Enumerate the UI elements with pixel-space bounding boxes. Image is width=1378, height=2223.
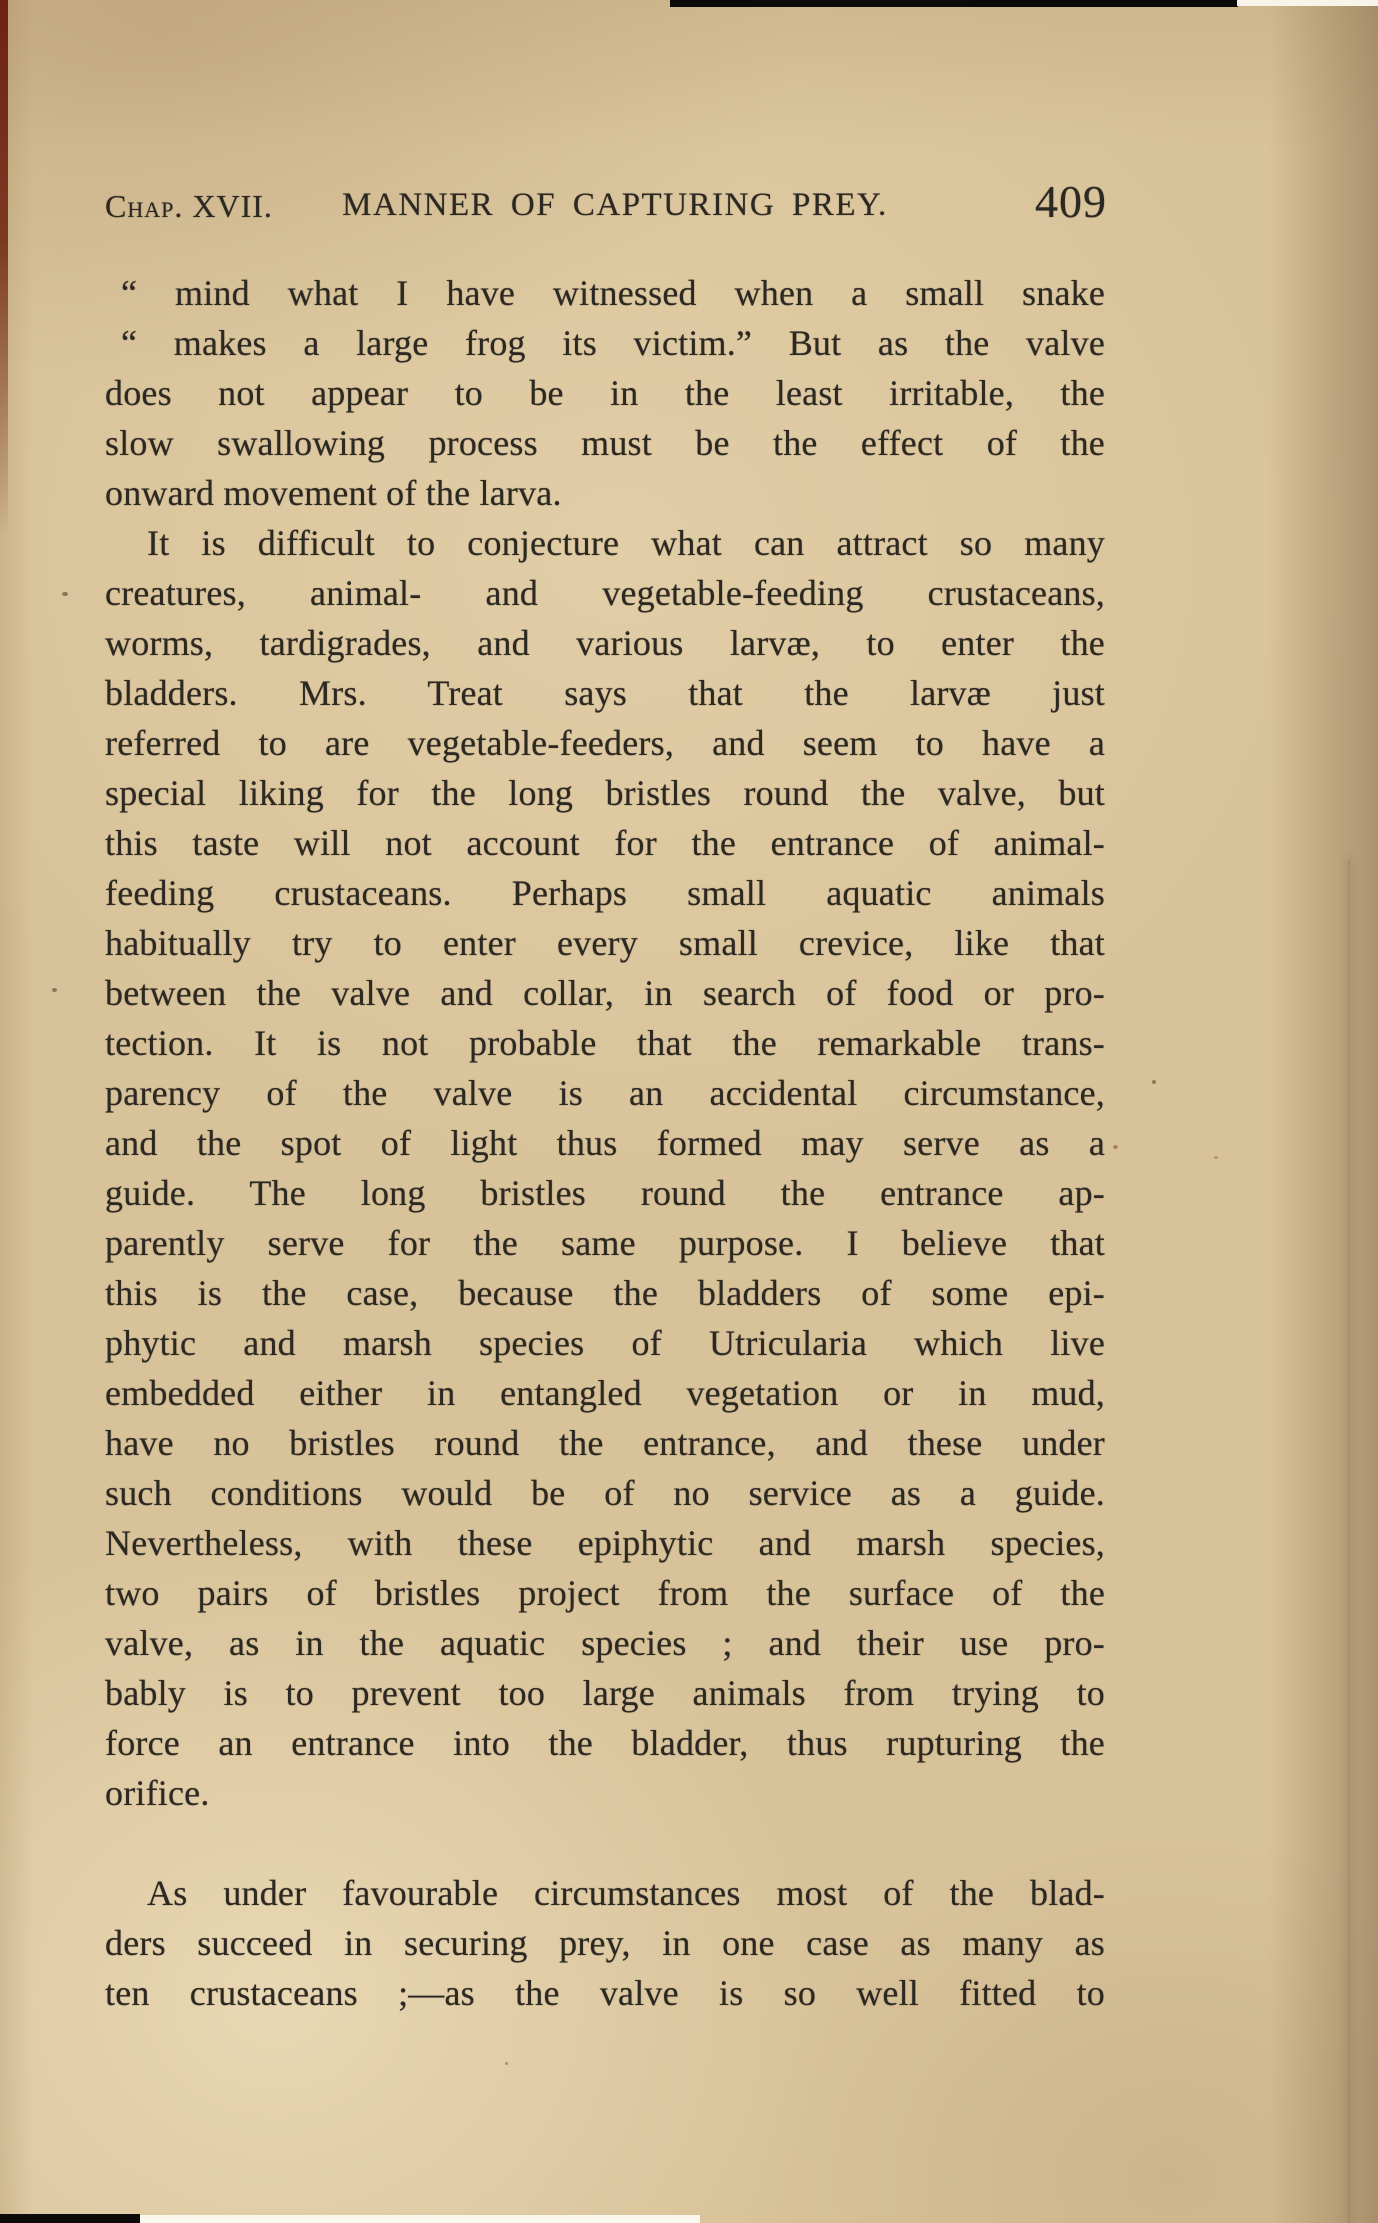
paper-speck xyxy=(1214,1156,1218,1159)
text-line: parently serve for the same purpose. I believe that xyxy=(105,1223,1105,1263)
paper-speck xyxy=(52,988,57,992)
scan-edge-bottom-black xyxy=(0,2214,140,2223)
text-line: It is difficult to conjecture what can attract so many xyxy=(147,523,1105,563)
text-line: have no bristles round the entrance, and these under xyxy=(105,1423,1105,1463)
paragraph xyxy=(105,268,1105,518)
scan-edge-left-maroon xyxy=(0,0,8,540)
text-line: embedded either in entangled vegetation or in mud, xyxy=(105,1373,1105,1413)
paper-speck xyxy=(1113,1145,1118,1149)
scan-edge-bottom-white xyxy=(140,2215,700,2223)
text-line: creatures, animal- and vegetable-feeding crustaceans, xyxy=(105,573,1105,613)
text-line: phytic and marsh species of Utricularia which live xyxy=(105,1323,1105,1363)
text-line: does not appear to be in the least irritable, the xyxy=(105,373,1105,413)
text-line: Nevertheless, with these epiphytic and marsh species, xyxy=(105,1523,1105,1563)
text-line: “ makes a large frog its victim.” But as the valve xyxy=(121,323,1105,363)
text-line: between the valve and collar, in search of food or pro- xyxy=(105,973,1105,1013)
chapter-label: Chap. XVII. xyxy=(105,188,273,224)
text-line: bably is to prevent too large animals from trying to xyxy=(105,1673,1105,1713)
text-line: this taste will not account for the entrance of animal- xyxy=(105,823,1105,863)
paper-speck xyxy=(1152,1080,1156,1084)
text-line: As under favourable circumstances most of the blad- xyxy=(147,1873,1105,1913)
text-line: valve, as in the aquatic species ; and their use pro- xyxy=(105,1623,1105,1663)
text-line: bladders. Mrs. Treat says that the larvæ just xyxy=(105,673,1105,713)
running-head xyxy=(105,168,1107,227)
text-line: orifice. xyxy=(105,1773,210,1813)
paragraph xyxy=(105,518,1105,1818)
body-text xyxy=(105,268,1105,2018)
scan-edge-top-white xyxy=(1237,0,1378,6)
text-line: two pairs of bristles project from the surface of the xyxy=(105,1573,1105,1613)
text-line: feeding crustaceans. Perhaps small aquatic animals xyxy=(105,873,1105,913)
scan-edge-top-black xyxy=(670,0,1238,7)
text-line: force an entrance into the bladder, thus rupturing the xyxy=(105,1723,1105,1763)
text-line: slow swallowing process must be the effect of the xyxy=(105,423,1105,463)
paper-speck xyxy=(62,592,68,596)
text-line: “ mind what I have witnessed when a small snake xyxy=(121,273,1105,313)
text-line: ten crustaceans ;—as the valve is so well fitted to xyxy=(105,1973,1105,2013)
text-line: referred to are vegetable-feeders, and seem to have a xyxy=(105,723,1105,763)
text-line: and the spot of light thus formed may serve as a xyxy=(105,1123,1105,1163)
text-line: such conditions would be of no service as a guide. xyxy=(105,1473,1105,1513)
paragraph xyxy=(105,1868,1105,2018)
paper-speck xyxy=(505,2062,508,2065)
text-line: worms, tardigrades, and various larvæ, to enter the xyxy=(105,623,1105,663)
running-title: MANNER OF CAPTURING PREY. xyxy=(342,187,888,223)
text-line: habitually try to enter every small crevice, like that xyxy=(105,923,1105,963)
text-line: this is the case, because the bladders of some epi- xyxy=(105,1273,1105,1313)
text-line: onward movement of the larva. xyxy=(105,473,562,513)
page-number: 409 xyxy=(1035,176,1107,227)
text-line: special liking for the long bristles round the valve, but xyxy=(105,773,1105,813)
text-line: ders succeed in securing prey, in one case as many as xyxy=(105,1923,1105,1963)
text-line: parency of the valve is an accidental circumstance, xyxy=(105,1073,1105,1113)
text-line: guide. The long bristles round the entrance ap- xyxy=(105,1173,1105,1213)
page-crease xyxy=(1348,860,1350,2223)
text-line: tection. It is not probable that the remarkable trans- xyxy=(105,1023,1105,1063)
